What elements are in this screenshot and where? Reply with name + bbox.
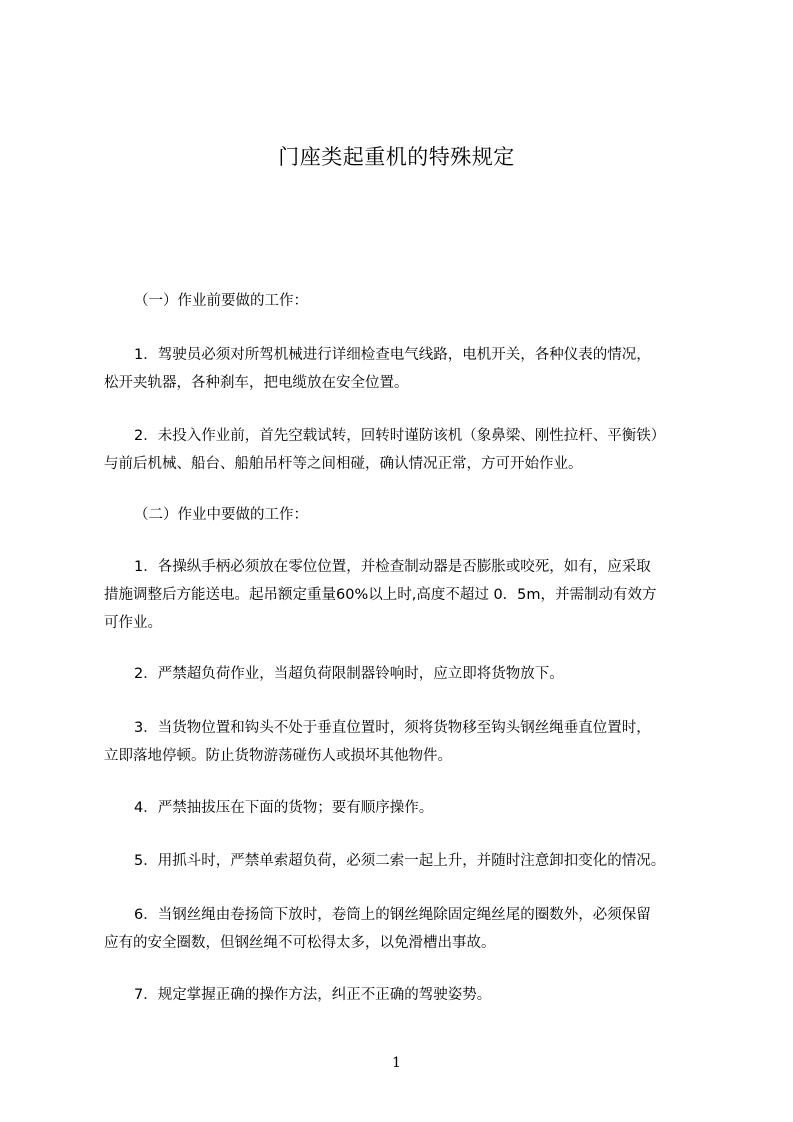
paragraph-line: 与前后机械、船台、船舶吊杆等之间相碰，确认情况正常，方可开始作业。 xyxy=(104,456,583,472)
section-heading-before-work xyxy=(104,287,724,315)
paragraph-line: （二）作业中要做的工作： xyxy=(134,507,308,523)
paragraph-during-7 xyxy=(104,981,724,1009)
paragraph-pre-1 xyxy=(104,341,724,397)
paragraph-line: 1．各操纵手柄必须放在零位位置，并检查制动器是否膨胀或咬死，如有，应采取 xyxy=(134,559,651,575)
paragraph-line: 7．规定掌握正确的操作方法，纠正不正确的驾驶姿势。 xyxy=(134,987,492,1003)
page-number: 1 xyxy=(392,1055,401,1071)
paragraph-line: 3．当货物位置和钩头不处于垂直位置时，须将货物移至钩头钢丝绳垂直位置时， xyxy=(134,720,651,736)
paragraph-line: 6．当钢丝绳由卷扬筒下放时，卷筒上的钢丝绳除固定绳丝尾的圈数外，必须保留 xyxy=(134,907,651,923)
paragraph-during-5 xyxy=(104,847,724,875)
paragraph-line: 松开夹轨器，各种刹车，把电缆放在安全位置。 xyxy=(104,375,409,391)
paragraph-line: 应有的安全圈数，但钢丝绳不可松得太多，以免滑槽出事故。 xyxy=(104,935,496,951)
paragraph-line: 2．严禁超负荷作业，当超负荷限制器铃响时，应立即将货物放下。 xyxy=(134,666,564,682)
paragraph-line: 2．未投入作业前，首先空载试转，回转时谨防该机（象鼻梁、刚性拉杆、平衡铁） xyxy=(134,428,666,444)
paragraph-during-3 xyxy=(104,714,724,770)
paragraph-during-1 xyxy=(104,553,724,637)
section-heading-during-work xyxy=(104,501,724,529)
paragraph-line: 措施调整后方能送电。起吊额定重量60%以上时,高度不超过 0．5m，并需制动有效方 xyxy=(104,587,657,603)
paragraph-during-2 xyxy=(104,660,724,688)
paragraph-line: 立即落地停顿。防止货物游荡碰伤人或损坏其他物件。 xyxy=(104,748,452,764)
paragraph-during-6 xyxy=(104,901,724,957)
paragraph-line: 5．用抓斗时，严禁单索超负荷，必须二索一起上升，并随时注意卸扣变化的情况。 xyxy=(134,853,666,869)
paragraph-during-4 xyxy=(104,794,724,822)
document-title: 门座类起重机的特殊规定 xyxy=(278,145,515,169)
paragraph-pre-2 xyxy=(104,422,724,478)
paragraph-line: 可作业。 xyxy=(104,615,162,631)
paragraph-line: 4．严禁抽拔压在下面的货物；要有顺序操作。 xyxy=(134,800,434,816)
paragraph-line: （一）作业前要做的工作： xyxy=(134,293,308,309)
paragraph-line: 1．驾驶员必须对所驾机械进行详细检查电气线路，电机开关，各种仪表的情况， xyxy=(134,347,651,363)
